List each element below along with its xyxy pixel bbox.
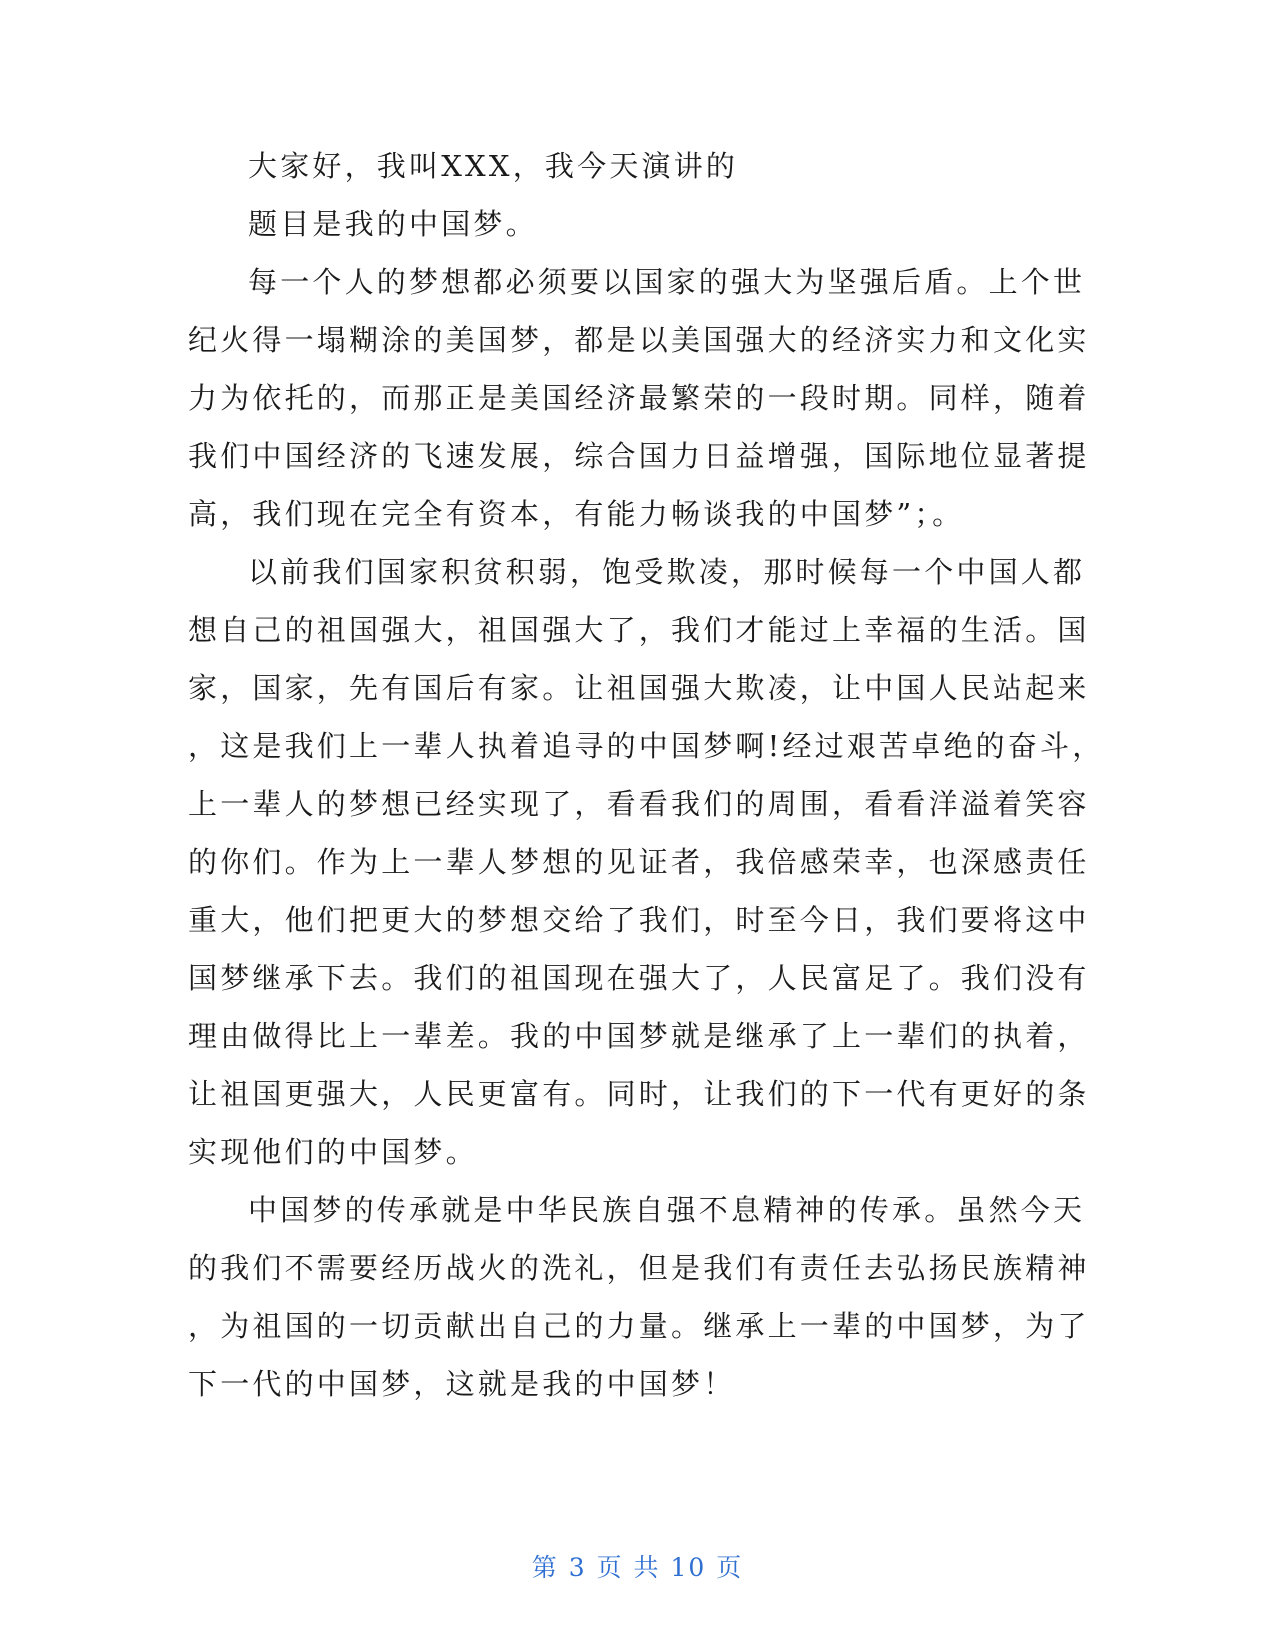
text-line: ，这是我们上一辈人执着追寻的中国梦啊!经过艰苦卓绝的奋斗， (188, 729, 1105, 763)
text-line: 以前我们国家积贫积弱，饱受欺凌，那时候每一个中国人都 (248, 555, 1086, 589)
text-line: 实现他们的中国梦。 (188, 1135, 478, 1169)
text-line: 想自己的祖国强大，祖国强大了，我们才能过上幸福的生活。国 (188, 613, 1090, 647)
text-line: 的你们。作为上一辈人梦想的见证者，我倍感荣幸，也深感责任 (188, 845, 1090, 879)
text-line: 理由做得比上一辈差。我的中国梦就是继承了上一辈们的执着， (188, 1019, 1090, 1053)
text-line: 题目是我的中国梦。 (248, 207, 538, 241)
text-line: 上一辈人的梦想已经实现了，看看我们的周围，看看洋溢着笑容 (188, 787, 1090, 821)
text-line: 的我们不需要经历战火的洗礼，但是我们有责任去弘扬民族精神 (188, 1251, 1090, 1285)
text-line: 家，国家，先有国后有家。让祖国强大欺凌，让中国人民站起来 (188, 671, 1090, 705)
text-line: 重大，他们把更大的梦想交给了我们，时至今日，我们要将这中 (188, 903, 1090, 937)
text-line: 中国梦的传承就是中华民族自强不息精神的传承。虽然今天 (248, 1193, 1086, 1227)
text-line: 高，我们现在完全有资本，有能力畅谈我的中国梦”；。 (188, 497, 965, 531)
text-line: 每一个人的梦想都必须要以国家的强大为坚强后盾。上个世 (248, 265, 1086, 299)
page-number-footer: 第 3 页 共 10 页 (531, 1553, 744, 1582)
text-line: 大家好，我叫XXX，我今天演讲的 (248, 149, 739, 183)
text-line: 国梦继承下去。我们的祖国现在强大了，人民富足了。我们没有 (188, 961, 1090, 995)
text-line: 纪火得一塌糊涂的美国梦，都是以美国强大的经济实力和文化实 (188, 323, 1090, 357)
text-line: 我们中国经济的飞速发展，综合国力日益增强，国际地位显著提 (188, 439, 1090, 473)
text-line: ，为祖国的一切贡献出自己的力量。继承上一辈的中国梦，为了 (188, 1309, 1090, 1343)
text-line: 力为依托的，而那正是美国经济最繁荣的一段时期。同样，随着 (188, 381, 1090, 415)
text-line: 下一代的中国梦，这就是我的中国梦！ (188, 1367, 736, 1401)
text-line: 让祖国更强大，人民更富有。同时，让我们的下一代有更好的条 (188, 1077, 1090, 1111)
